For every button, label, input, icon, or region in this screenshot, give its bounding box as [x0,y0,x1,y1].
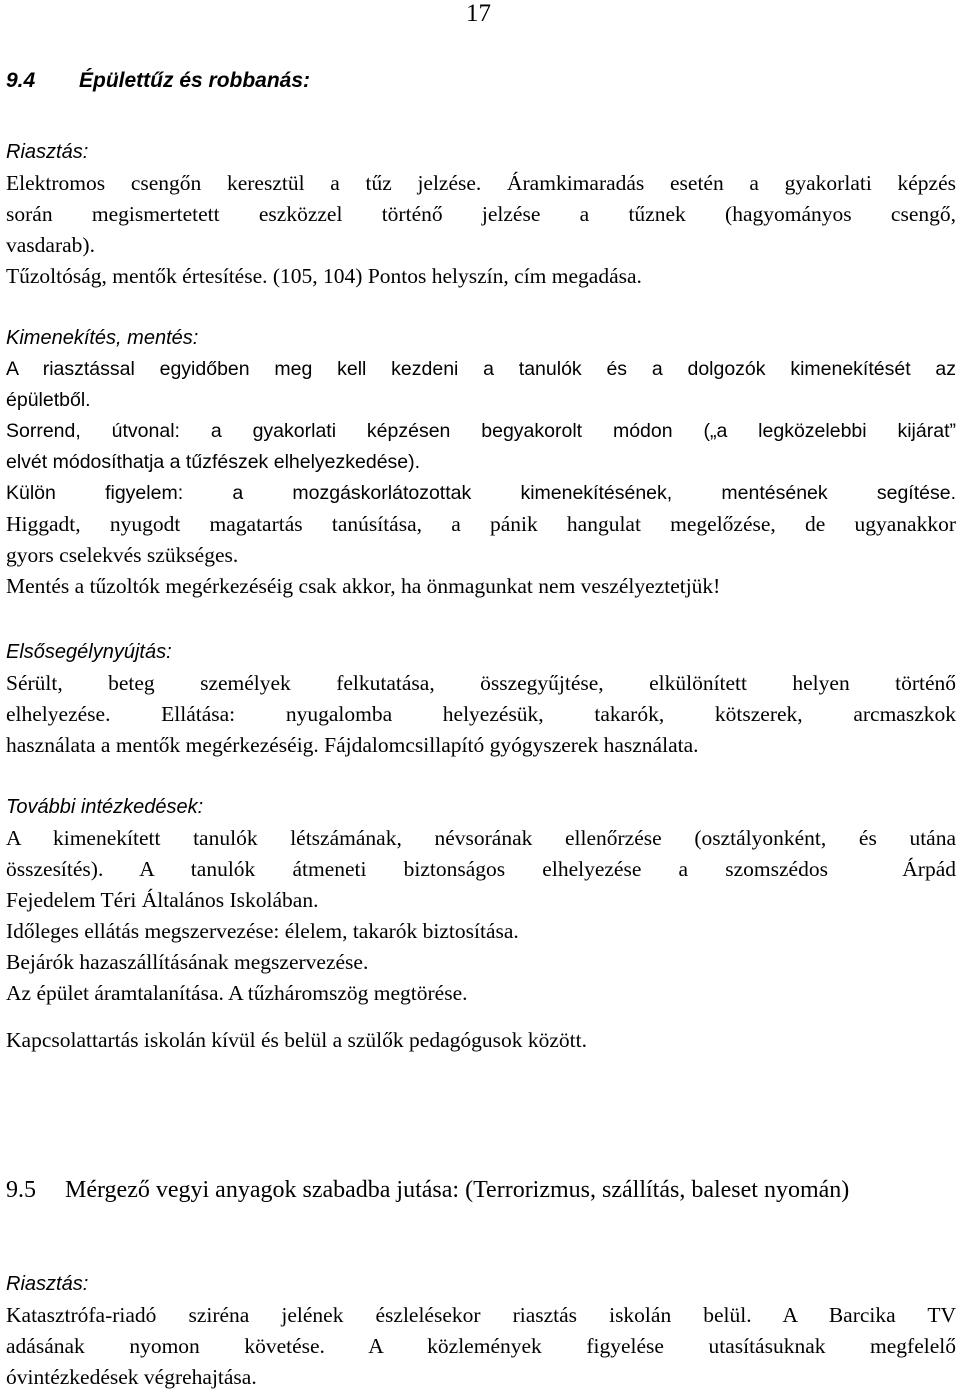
text-line: Elektromos csengőn keresztül a tűz jelzése. Áramkimaradás esetén a gyakorlati képzés [6,171,956,195]
first-aid-block [6,636,956,761]
text-line: elvét módosíthatja a tűzfészek elhelyezkedése). [6,451,421,473]
text-line: épületből. [6,389,91,411]
section-number: 9.4 [6,69,36,92]
page-number: 17 [466,0,491,27]
further-measures-heading: További intézkedések: [6,796,204,818]
text-line: Higgadt, nyugodt magatartás tanúsítása, a pánik hangulat megelőzése, de ugyanakkor [6,512,956,536]
section-title: Mérgező vegyi anyagok szabadba jutása: (Terrorizmus, szállítás, baleset nyomán) [65,1177,850,1203]
text-line: óvintézkedések végrehajtása. [6,1365,257,1389]
text-line: Időleges ellátás megszervezése: élelem, takarók biztosítása. [6,919,519,943]
further-measures-block [6,791,956,1056]
evacuation-block [6,322,956,602]
text-line: elhelyezése. Ellátása: nyugalomba helyezésük, takarók, kötszerek, arcmaszkok [6,702,956,726]
text-line: Az épület áramtalanítása. A tűzháromszög megtörése. [6,981,468,1005]
evacuation-heading: Kimenekítés, mentés: [6,327,199,349]
text-line: gyors cselekvés szükséges. [6,543,239,567]
section-number: 9.5 [6,1177,36,1203]
text-line: Mentés a tűzoltók megérkezéséig csak akkor, ha önmagunkat nem veszélyeztetjük! [6,574,721,598]
first-aid-heading: Elsősegélynyújtás: [6,641,172,663]
text-line: Külön figyelem: a mozgáskorlátozottak kimenekítésének, mentésének segítése. [6,482,956,504]
contact-line: Kapcsolattartás iskolán kívül és belül a szülők pedagógusok között. [6,1028,587,1052]
text-line: Bejárók hazaszállításának megszervezése. [6,950,369,974]
text-line: összesítés). A tanulók átmeneti biztonságos elhelyezése a szomszédos Árpád [6,857,956,881]
section-heading-9-4 [6,67,310,95]
text-line: adásának nyomon követése. A közlemények figyelése utasításuknak megfelelő [6,1334,956,1358]
section-heading-9-5 [6,1174,956,1207]
text-line: Sérült, beteg személyek felkutatása, összegyűjtése, elkülönített helyen történő [6,671,956,695]
text-line: használata a mentők megérkezéséig. Fájdalomcsillapító gyógyszerek használata. [6,733,699,757]
section-title: Épülettűz és robbanás: [79,69,311,92]
alarm-block [6,136,956,292]
alarm-heading: Riasztás: [6,1273,89,1295]
text-line: Tűzoltóság, mentők értesítése. (105, 104) Pontos helyszín, cím megadása. [6,264,642,288]
text-line: A kimenekített tanulók létszámának, névsorának ellenőrzése (osztályonként, és utána [6,826,956,850]
text-line: vasdarab). [6,233,95,257]
text-line: Katasztrófa-riadó sziréna jelének észlelésekor riasztás iskolán belül. A Barcika TV [6,1303,956,1327]
text-line: Fejedelem Téri Általános Iskolában. [6,888,319,912]
text-line: Sorrend, útvonal: a gyakorlati képzésen begyakorolt módon („a legközelebbi kijárat” [6,420,956,442]
text-line: során megismertetett eszközzel történő jelzése a tűznek (hagyományos csengő, [6,202,956,226]
alarm-block-9-5 [6,1268,956,1393]
text-line: A riasztással egyidőben meg kell kezdeni a tanulók és a dolgozók kimenekítését az [6,358,956,380]
alarm-heading: Riasztás: [6,141,89,163]
